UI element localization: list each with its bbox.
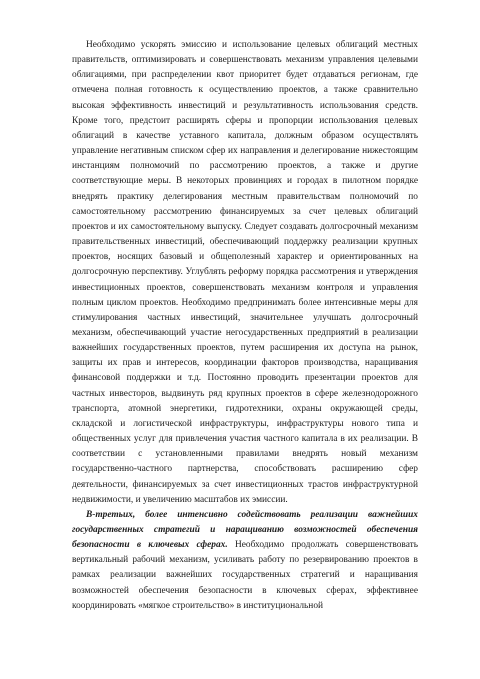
paragraph-1: Необходимо ускорять эмиссию и использование целевых облигаций местных правительств, оптимизировать и совершенствовать механизм управления целевыми облигациями, при распределении квот приоритет будет отдаваться регионам, где отмечена полная готовность к осуществлению проектов, а также сравнительно высокая эффективность инвестиций и результативность использования средств. Кроме того, предстоит расширять сферы и пропорции использования целевых облигаций в качестве уставного капитала, должным образом осуществлять управление негативным списком сфер их направления и делегирование нижестоящим инстанциям полномочий по рассмотрению проектов, а также и другие соответствующие меры. В некоторых провинциях и городах в пилотном порядке внедрять практику делегирования местным правительствам полномочий по самостоятельному рассмотрению финансируемых за счет целевых облигаций проектов и их самостоятельному выпуску. Следует создавать долгосрочный механизм правительственных инвестиций, обеспечивающий поддержку реализации крупных проектов, носящих базовый и общеполезный характер и ориентированных на долгосрочную перспективу. Углублять реформу порядка рассмотрения и утверждения инвестиционных проектов, совершенствовать механизм контроля и управления полным циклом проектов. Необходимо предпринимать более интенсивные меры для стимулирования частных инвестиций, значительнее улучшать долгосрочный механизм, обеспечивающий участие негосударственных предприятий в реализации важнейших государственных проектов, путем расширения их доступа на рынок, защиты их прав и интересов, координации факторов производства, наращивания финансовой поддержки и т.д. Постоянно проводить презентации проектов для частных инвесторов, выдвинуть ряд крупных проектов в сфере железнодорожного транспорта, атомной энергетики, гидротехники, охраны окружающей среды, складской и логистической инфраструктуры, инфраструктуры нового типа и общественных услуг для привлечения участия частного капитала в их реализации. В соответствии с установленными правилами внедрять новый механизм государственно-частного партнерства, способствовать расширению сфер деятельности, финансируемых за счет инвестиционных трастов инфраструктурной недвижимости, и увеличению масштабов их эмиссии.	[72, 40, 418, 505]
paragraph-2-text: Необходимо продолжать совершенствовать вертикальный рабочий механизм, усиливать работу по резервированию проектов в рамках реализации важнейших государственных стратегий и наращивания возможностей обеспечения безопасности в ключевых сферах, эффективнее координировать «мягкое строительство» в институциональной	[72, 540, 418, 611]
paragraph-2-heading: В-третьих, более интенсивно содействовать реализации важнейших государственных стратегий и наращиванию возможностей обеспечения безопасности в ключевых сферах.	[72, 509, 418, 551]
document-body	[72, 38, 418, 614]
paragraph-2	[72, 508, 418, 614]
